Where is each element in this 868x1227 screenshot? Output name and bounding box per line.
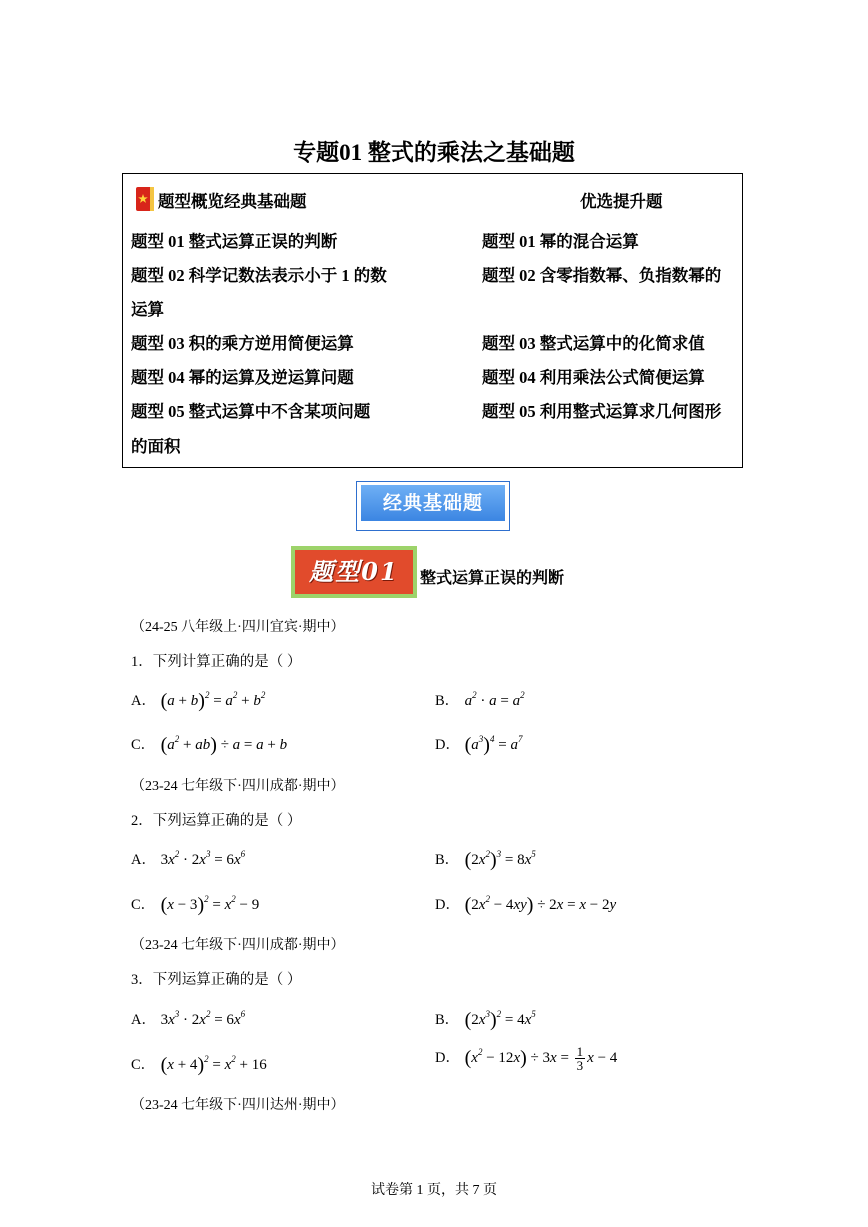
overview-left-item[interactable]: 题型 03 积的乘方逆用简便运算	[131, 334, 354, 353]
option-label: B．	[435, 693, 460, 709]
option-b[interactable]	[435, 1008, 536, 1032]
option-c[interactable]	[131, 733, 287, 757]
overview-right-item[interactable]: 题型 01 幂的混合运算	[482, 232, 639, 251]
option-c[interactable]	[131, 893, 259, 917]
option-formula: $(2x^2 - 4xy) \div 2x = x - 2y$	[464, 894, 617, 916]
option-formula: $3x^3 \cdot 2x^2 = 6x^6$	[160, 1009, 246, 1028]
overview-left-item[interactable]: 的面积	[131, 437, 181, 456]
banner-label: 经典基础题	[361, 485, 505, 521]
overview-left-item[interactable]: 题型 02 科学记数法表示小于 1 的数	[131, 266, 387, 285]
option-formula: $(x^2 - 12x) \div 3x$ = $\frac{1}{3}$ x − 4	[464, 1044, 618, 1073]
option-formula: $(a + b)^2 = a^2 + b^2$	[160, 690, 266, 712]
option-formula: $(x - 3)^2 = x^2 - 9$	[160, 894, 260, 916]
question-stem: 2．下列运算正确的是（ ）	[131, 813, 302, 829]
page-footer: 试卷第 1 页，共 7 页	[371, 1183, 497, 1198]
option-label: D．	[435, 897, 460, 913]
overview-left-item[interactable]: 题型 05 整式运算中不含某项问题	[131, 402, 371, 421]
overview-right-item[interactable]: 题型 02 含零指数幂、负指数幂的	[482, 266, 722, 285]
question-source: （23-24 七年级下·四川成都·期中）	[131, 779, 345, 794]
option-c[interactable]	[131, 1053, 267, 1077]
option-formula: $(a^2 + ab) \div a = a + b$	[160, 734, 288, 756]
overview-left-item[interactable]: 题型 04 幂的运算及逆运算问题	[131, 368, 354, 387]
overview-right-header: 优选提升题	[580, 192, 663, 211]
option-label: A．	[131, 1012, 156, 1028]
option-formula: $a^2 \cdot a = a^2$	[464, 690, 525, 709]
question-stem: 3．下列运算正确的是（ ）	[131, 972, 302, 988]
overview-box	[122, 173, 743, 468]
overview-left-header: 题型概览经典基础题	[158, 192, 307, 211]
option-d[interactable]	[435, 893, 616, 917]
option-label: D．	[435, 1049, 460, 1066]
option-label: C．	[131, 1057, 156, 1073]
option-label: A．	[131, 693, 156, 709]
option-label: D．	[435, 737, 460, 753]
option-formula: $(2x^3)^2 = 4x^5$	[464, 1009, 536, 1031]
page-title: 专题01 整式的乘法之基础题	[293, 140, 575, 165]
badge-label: 题型01	[295, 550, 413, 594]
option-formula: $(a^3)^4 = a^7$	[464, 734, 523, 756]
option-formula: $3x^2 \cdot 2x^3 = 6x^6$	[160, 849, 246, 868]
section-banner	[356, 481, 510, 531]
type-badge	[291, 546, 417, 598]
overview-right-item[interactable]: 题型 03 整式运算中的化简求值	[482, 334, 705, 353]
option-b[interactable]	[435, 689, 525, 710]
question-source: （23-24 七年级下·四川成都·期中）	[131, 938, 345, 953]
option-label: B．	[435, 852, 460, 868]
option-b[interactable]	[435, 848, 536, 872]
option-d[interactable]	[435, 1045, 617, 1072]
type-title: 整式运算正误的判断	[420, 568, 565, 587]
option-d[interactable]	[435, 733, 522, 757]
option-a[interactable]	[131, 848, 245, 869]
option-formula: $(2x^2)^3 = 8x^5$	[464, 849, 536, 871]
option-label: C．	[131, 897, 156, 913]
book-icon	[136, 187, 154, 211]
question-source: （24-25 八年级上·四川宜宾·期中）	[131, 620, 345, 635]
overview-right-item[interactable]: 题型 04 利用乘法公式简便运算	[482, 368, 705, 387]
option-a[interactable]	[131, 1008, 245, 1029]
option-label: B．	[435, 1012, 460, 1028]
option-label: A．	[131, 852, 156, 868]
option-formula: $(x + 4)^2 = x^2 + 16$	[160, 1054, 267, 1076]
overview-right-item[interactable]: 题型 05 利用整式运算求几何图形	[482, 402, 722, 421]
question-stem: 1．下列计算正确的是（ ）	[131, 654, 302, 670]
option-a[interactable]	[131, 689, 265, 713]
overview-left-item[interactable]: 运算	[131, 300, 164, 319]
overview-left-item[interactable]: 题型 01 整式运算正误的判断	[131, 232, 338, 251]
question-source: （23-24 七年级下·四川达州·期中）	[131, 1098, 345, 1113]
option-label: C．	[131, 737, 156, 753]
